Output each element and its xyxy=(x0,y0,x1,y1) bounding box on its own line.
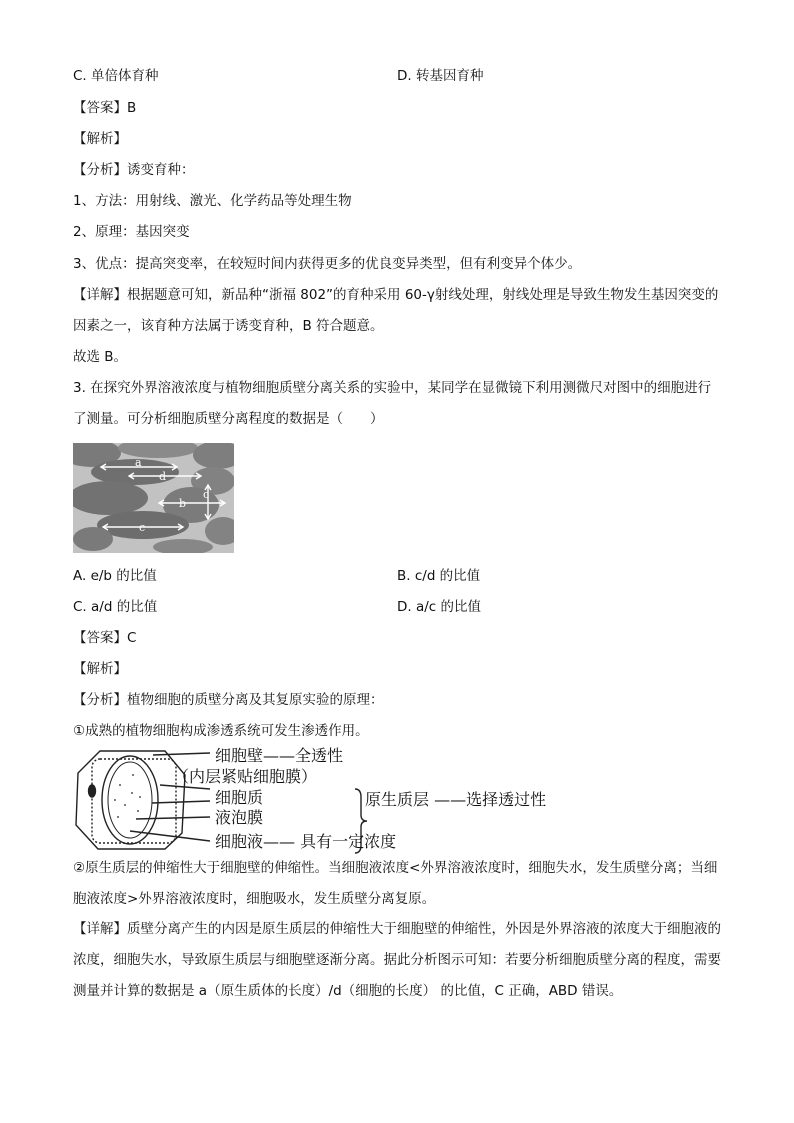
label-protoplast-layer: 原生质层 ——选择透过性 xyxy=(365,790,547,809)
label-d: d xyxy=(159,470,167,483)
label-cell-sap: 细胞液—— 具有一定浓度 xyxy=(215,832,397,851)
micrograph-image xyxy=(73,443,234,553)
detail-q3: 【详解】质壁分离产生的内因是原生质层的伸缩性大于细胞壁的伸缩性，外因是外界溶液的浓度大于细胞液的浓度，细胞失水，导致原生质层与细胞壁逐渐分离。据此分析图示可知：若要分析细胞质壁分离的程度，需要测量并计算的数据是 a（原生质体的长度）/d（细胞的长度） 的比值，C 正确，ABD 错误。 xyxy=(73,921,721,999)
point-3: 3、优点：提高突变率，在较短时间内获得更多的优良变异类型，但有利变异个体少。 xyxy=(73,256,582,272)
label-a: a xyxy=(135,456,142,469)
label-cell-wall: 细胞壁——全透性 xyxy=(215,746,344,765)
analysis-heading-q3: 【解析】 xyxy=(73,661,127,677)
detail-q2: 【详解】根据题意可知，新品种“浙福 802”的育种采用 60-γ射线处理，射线处理是导致生物发生基因突变的因素之一，该育种方法属于诱变育种，B 符合题意。 xyxy=(73,287,719,334)
label-vacuole-membrane: 液泡膜 xyxy=(215,808,264,827)
label-b: b xyxy=(179,497,187,510)
point-2: 2、原理：基因突变 xyxy=(73,224,190,240)
analysis-title-q3: 【分析】植物细胞的质壁分离及其复原实验的原理： xyxy=(73,692,384,708)
answer-q2: 【答案】B xyxy=(73,100,137,116)
label-cytoplasm: 细胞质 xyxy=(215,788,264,807)
label-c-vertical: c xyxy=(203,488,210,501)
answer-q3: 【答案】C xyxy=(73,630,137,646)
option-d-q3: D. a/c 的比值 xyxy=(397,599,482,615)
option-a-q3: A. e/b 的比值 xyxy=(73,568,157,584)
principle-1: ①成熟的植物细胞构成渗透系统可发生渗透作用。 xyxy=(73,723,369,739)
principle-2: ②原生质层的伸缩性大于细胞壁的伸缩性。当细胞液浓度<外界溶液浓度时，细胞失水，发生质壁分离；当细胞液浓度>外界溶液浓度时，细胞吸水，发生质壁分离复原。 xyxy=(73,860,718,907)
plant-cell-diagram xyxy=(70,745,590,855)
analysis-heading-q2: 【解析】 xyxy=(73,131,127,147)
analysis-title-q2: 【分析】诱变育种： xyxy=(73,162,195,178)
option-c-q3: C. a/d 的比值 xyxy=(73,599,158,615)
label-c-horizontal: c xyxy=(139,521,146,534)
question-3-stem: 3. 在探究外界溶液浓度与植物细胞质壁分离关系的实验中，某同学在显微镜下利用测微尺对图中的细胞进行了测量。可分析细胞质壁分离程度的数据是（ ） xyxy=(73,380,712,427)
option-b-q3: B. c/d 的比值 xyxy=(397,568,481,584)
point-1: 1、方法：用射线、激光、化学药品等处理生物 xyxy=(73,193,352,209)
label-inner-layer: （内层紧贴细胞膜） xyxy=(173,767,318,786)
option-c-q2: C. 单倍体育种 xyxy=(73,68,159,84)
conclusion-q2: 故选 B。 xyxy=(73,349,128,365)
option-d-q2: D. 转基因育种 xyxy=(397,68,484,84)
